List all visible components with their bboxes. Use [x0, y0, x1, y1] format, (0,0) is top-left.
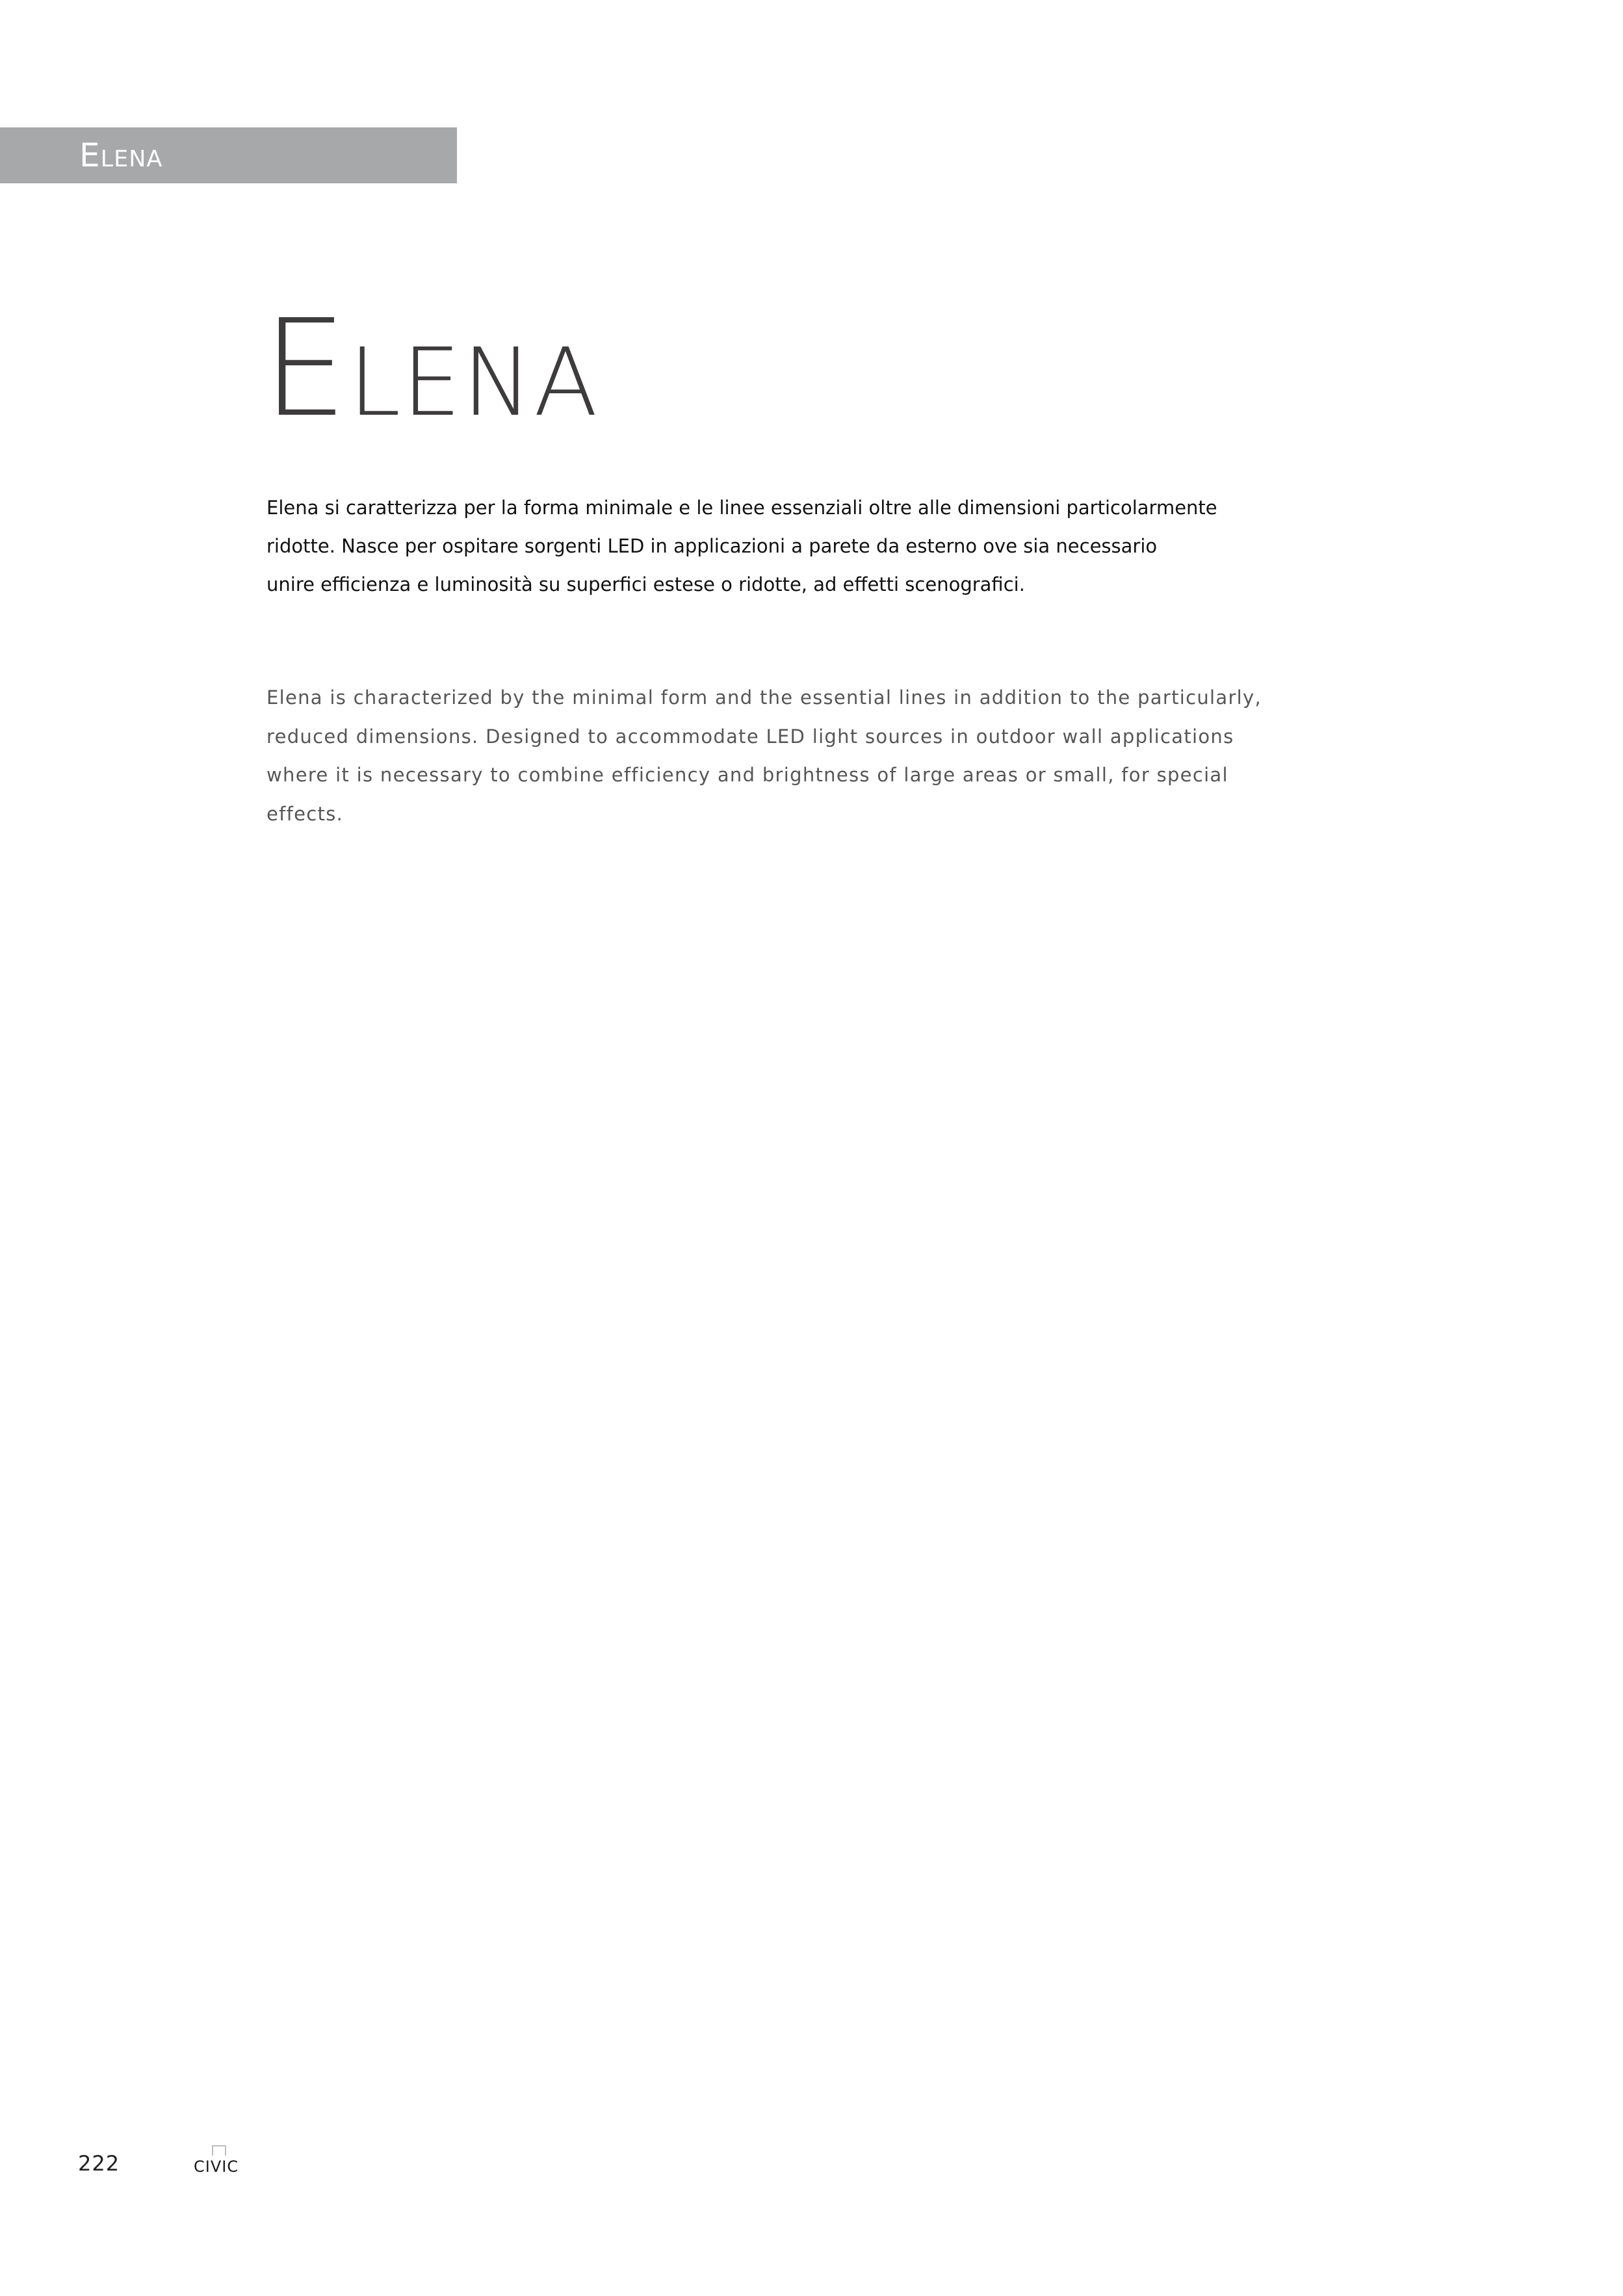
section-header-label: Elena	[79, 137, 163, 174]
section-header-band	[0, 127, 457, 183]
description-italian	[266, 489, 1215, 604]
page-number: 222	[78, 2151, 120, 2176]
brand-logo	[194, 2145, 246, 2178]
description-english-line: reduced dimensions. Designed to accommodate LED light sources in outdoor wall applications	[266, 725, 1234, 748]
description-english-line: Elena is characterized by the minimal form and the essential lines in addition to the particularly,	[266, 686, 1262, 709]
description-english-line: where it is necessary to combine efficiency and brightness of large areas or small, for special	[266, 764, 1228, 786]
description-italian-line: unire efficienza e luminosità su superfici estese o ridotte, ad effetti scenografici.	[266, 573, 1025, 595]
brand-logo-text: civic	[194, 2152, 239, 2178]
description-italian-line: ridotte. Nasce per ospitare sorgenti LED in applicazioni a parete da esterno ove sia necessario	[266, 535, 1158, 557]
description-english	[266, 679, 1262, 833]
page-title: Elena	[263, 291, 599, 447]
description-english-line: effects.	[266, 802, 344, 825]
description-italian-line: Elena si caratterizza per la forma minimale e le linee essenziali oltre alle dimensioni particolarmente	[266, 497, 1217, 519]
